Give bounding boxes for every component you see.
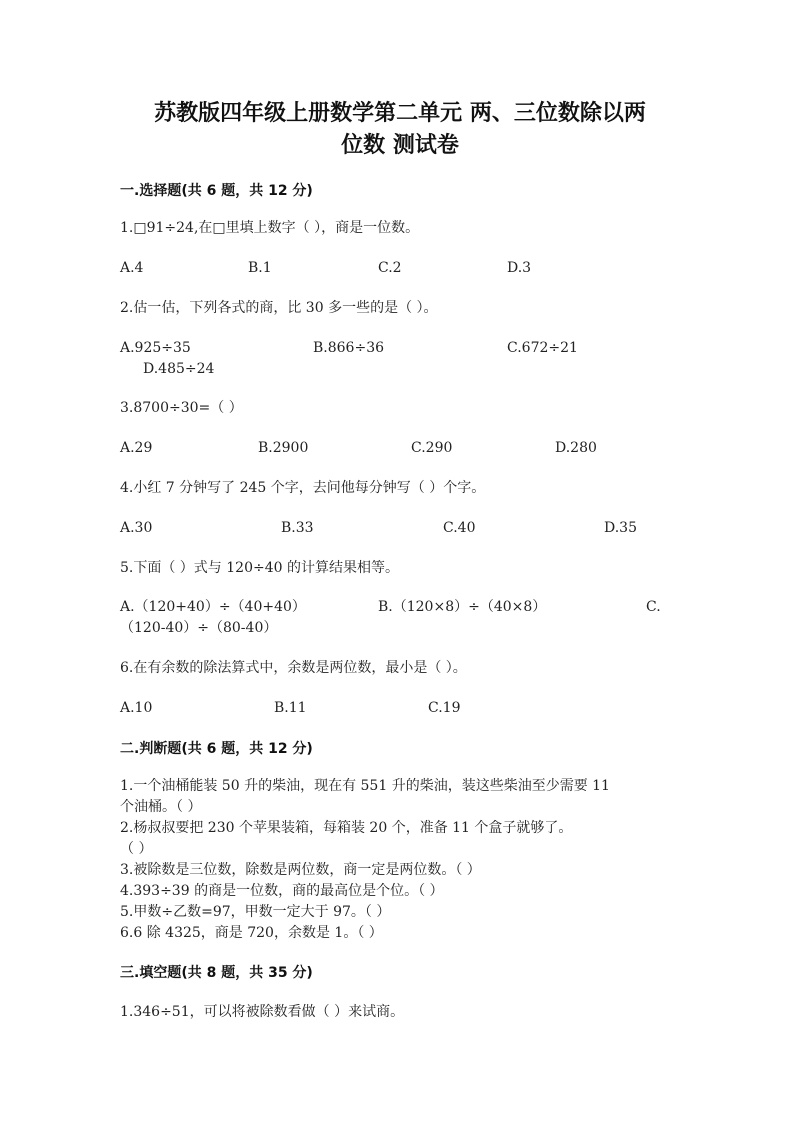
q3-option-c: C.290 [411,440,453,456]
question-2-stem: 2.估一估，下列各式的商，比 30 多一些的是（ ）。 [120,300,438,316]
q1-option-d: D.3 [507,260,532,276]
q4-option-d: D.35 [604,520,637,536]
q5-option-a: A.（120+40）÷（40+40） [120,599,306,615]
question-3-stem: 3.8700÷30=（ ） [120,400,243,416]
judgment-line-8: 6.6 除 4325，商是 720，余数是 1。（ ） [120,925,383,941]
question-5-stem: 5.下面（ ）式与 120÷40 的计算结果相等。 [120,560,399,576]
q4-option-a: A.30 [120,520,153,536]
q4-option-b: B.33 [281,520,314,536]
q3-option-d: D.280 [555,440,597,456]
q2-option-b: B.866÷36 [313,340,385,356]
question-4-stem: 4.小红 7 分钟写了 245 个字，去问他每分钟写（ ）个字。 [120,480,486,496]
q1-option-a: A.4 [120,260,144,276]
q5-option-c-label: C. [646,599,661,615]
section-heading-judgment: 二.判断题(共 6 题，共 12 分) [120,741,313,757]
q4-option-c: C.40 [443,520,476,536]
page-title-line-2: 位数 测试卷 [341,133,459,158]
judgment-line-7: 5.甲数÷乙数=97，甲数一定大于 97。（ ） [120,904,391,920]
section-heading-choice: 一.选择题(共 6 题，共 12 分) [120,183,313,199]
page-title-line-1: 苏教版四年级上册数学第二单元 两、三位数除以两 [154,101,646,126]
q5-option-b: B.（120×8）÷（40×8） [378,599,547,615]
q6-option-a: A.10 [120,700,153,716]
q3-option-b: B.2900 [258,440,309,456]
judgment-line-2: 个油桶。（ ） [120,799,202,815]
fill-question-1: 1.346÷51，可以将被除数看做（ ）来试商。 [120,1004,405,1020]
judgment-line-3: 2.杨叔叔要把 230 个苹果装箱，每箱装 20 个，准备 11 个盒子就够了。 [120,820,573,836]
q1-option-b: B.1 [248,260,272,276]
q3-option-a: A.29 [120,440,153,456]
judgment-line-4: （ ） [120,841,153,857]
judgment-line-5: 3.被除数是三位数，除数是两位数，商一定是两位数。（ ） [120,862,481,878]
question-1-stem: 1.□91÷24,在□里填上数字（ ），商是一位数。 [120,220,420,236]
judgment-line-1: 1.一个油桶能装 50 升的柴油，现在有 551 升的柴油，装这些柴油至少需要 11 [120,778,610,794]
q6-option-c: C.19 [428,700,461,716]
section-heading-fill-blank: 三.填空题(共 8 题，共 35 分) [120,965,313,981]
q1-option-c: C.2 [378,260,402,276]
question-6-stem: 6.在有余数的除法算式中，余数是两位数，最小是（ ）。 [120,660,467,676]
q2-option-c: C.672÷21 [507,340,578,356]
judgment-line-6: 4.393÷39 的商是一位数，商的最高位是个位。（ ） [120,883,444,899]
q2-option-d: D.485÷24 [143,361,215,377]
q6-option-b: B.11 [274,700,307,716]
q5-option-c: （120-40）÷（80-40） [120,620,278,636]
q2-option-a: A.925÷35 [120,340,191,356]
